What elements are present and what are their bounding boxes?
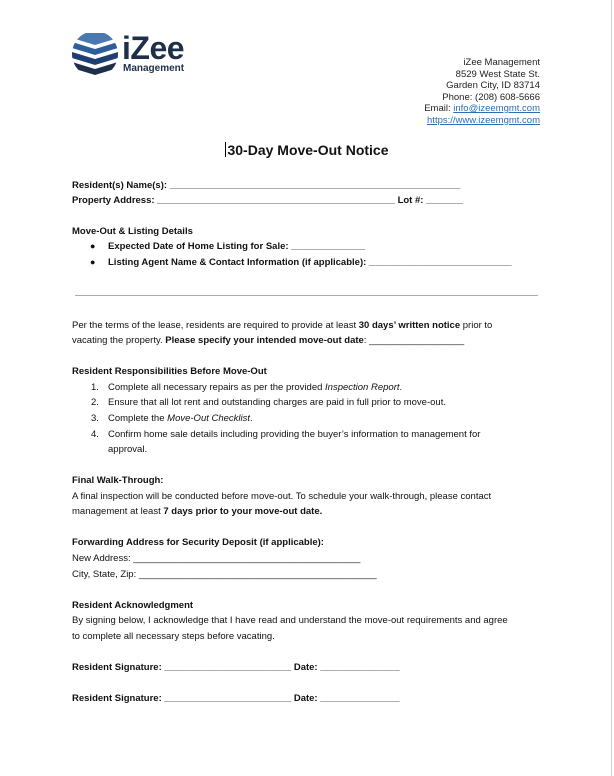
listing-item-agent xyxy=(108,257,512,269)
item-text: Ensure that all lot rent and outstanding charges are paid in full prior to move-out. xyxy=(108,397,446,408)
residents-label: Resident(s) Name(s): xyxy=(72,180,168,191)
walkthrough-heading: Final Walk-Through: xyxy=(72,475,164,486)
ack-line-1: By signing below, I acknowledge that I have read and understand the move-out requirements and agree xyxy=(72,615,508,626)
listing-date-label: Expected Date of Home Listing for Sale: xyxy=(108,241,289,252)
logo-subtitle: Management xyxy=(123,63,185,74)
date-label: Date: xyxy=(293,693,318,704)
responsibilities-heading: Resident Responsibilities Before Move-Out xyxy=(72,366,267,377)
responsibility-item-cont: approval. xyxy=(108,444,148,455)
notice-text: vacating the property. xyxy=(72,335,166,346)
item-number: 3. xyxy=(91,413,99,424)
walkthrough-line-2 xyxy=(72,506,322,518)
website-link[interactable]: https://www.izeemgmt.com xyxy=(427,114,540,126)
city-state-zip-line xyxy=(72,569,377,581)
property-blank[interactable]: _____________________________________________ xyxy=(157,195,395,206)
email-label: Email: xyxy=(424,103,454,114)
bullet-icon: ● xyxy=(90,241,96,251)
signature-label: Resident Signature: xyxy=(72,693,162,704)
page-edge xyxy=(611,0,612,776)
signature-label: Resident Signature: xyxy=(72,662,162,673)
company-logo xyxy=(72,30,202,78)
signature-blank[interactable]: ________________________ xyxy=(164,693,292,704)
title-text: 30-Day Move-Out Notice xyxy=(227,142,389,158)
city-blank[interactable]: _____________________________________________ xyxy=(138,569,377,580)
item-text: . xyxy=(399,382,403,393)
item-text: Complete the xyxy=(108,413,168,424)
item-number: 1. xyxy=(91,382,99,393)
divider xyxy=(75,295,538,296)
walkthrough-text: management at least xyxy=(72,506,164,517)
ack-line-2: to complete all necessary steps before vacating. xyxy=(72,631,275,642)
notice-text: Per the terms of the lease, residents are required to provide at least xyxy=(72,320,359,331)
listing-agent-label: Listing Agent Name & Contact Information (if applicable): xyxy=(108,257,367,268)
item-text: Complete all necessary repairs as per the provided xyxy=(108,382,326,393)
notice-bold: 30 days’ written notice xyxy=(358,320,461,331)
property-line xyxy=(72,195,463,207)
date-label: Date: xyxy=(293,662,318,673)
new-address-blank[interactable]: ___________________________________________ xyxy=(133,553,361,564)
lot-label: Lot #: xyxy=(397,195,424,206)
walkthrough-line-1: A final inspection will be conducted before move-out. To schedule your walk-through, please contact xyxy=(72,491,492,502)
item-number: 4. xyxy=(91,429,99,440)
page-title xyxy=(0,142,614,158)
item-italic: Inspection Report xyxy=(325,382,400,393)
company-email-line xyxy=(424,103,540,115)
item-text: . xyxy=(250,413,253,424)
signature-line xyxy=(72,693,400,705)
new-address-line xyxy=(72,553,360,565)
residents-line xyxy=(72,180,460,192)
listing-item-date xyxy=(108,241,365,253)
notice-bold: Please specify your intended move-out date xyxy=(165,335,364,346)
item-text: Confirm home sale details including providing the buyer’s information to management for xyxy=(108,429,481,440)
responsibility-item xyxy=(108,429,480,441)
responsibility-item xyxy=(108,413,253,425)
company-address-block xyxy=(424,57,540,126)
new-address-label: New Address: xyxy=(72,553,131,564)
item-italic: Move-Out Checklist xyxy=(167,413,251,424)
notice-line-1 xyxy=(72,320,492,332)
property-label: Property Address: xyxy=(72,195,155,206)
move-out-date-blank[interactable]: : __________________ xyxy=(363,335,465,346)
responsibility-item xyxy=(108,397,446,409)
logo-name: iZee xyxy=(122,30,185,66)
bullet-icon: ● xyxy=(90,257,96,267)
listing-heading: Move-Out & Listing Details xyxy=(72,226,193,237)
listing-date-blank[interactable]: ______________ xyxy=(291,241,366,252)
ack-heading: Resident Acknowledgment xyxy=(72,600,194,611)
responsibility-item xyxy=(108,382,402,394)
email-link[interactable]: info@izeemgmt.com xyxy=(453,103,540,114)
logo-mark-icon xyxy=(72,30,118,78)
lot-blank[interactable]: _______ xyxy=(426,195,464,206)
signature-blank[interactable]: ________________________ xyxy=(164,662,292,673)
company-city: Garden City, ID 83714 xyxy=(446,80,540,91)
company-website-line xyxy=(424,115,540,127)
item-number: 2. xyxy=(91,397,99,408)
city-label: City, State, Zip: xyxy=(72,569,137,580)
date-blank[interactable]: _______________ xyxy=(320,693,400,704)
company-name: iZee Management xyxy=(463,57,540,68)
notice-line-2 xyxy=(72,335,464,347)
listing-agent-blank[interactable]: ___________________________ xyxy=(368,257,512,268)
company-street: 8529 West State St. xyxy=(455,68,540,80)
residents-blank[interactable]: _______________________________________________________ xyxy=(169,180,461,191)
signature-line xyxy=(72,662,400,674)
walkthrough-bold: 7 days prior to your move-out date. xyxy=(163,506,323,517)
company-phone: Phone: (208) 608-5666 xyxy=(442,91,540,103)
date-blank[interactable]: _______________ xyxy=(320,662,400,673)
forwarding-heading: Forwarding Address for Security Deposit (if applicable): xyxy=(72,537,324,548)
notice-text: prior to xyxy=(460,320,493,331)
